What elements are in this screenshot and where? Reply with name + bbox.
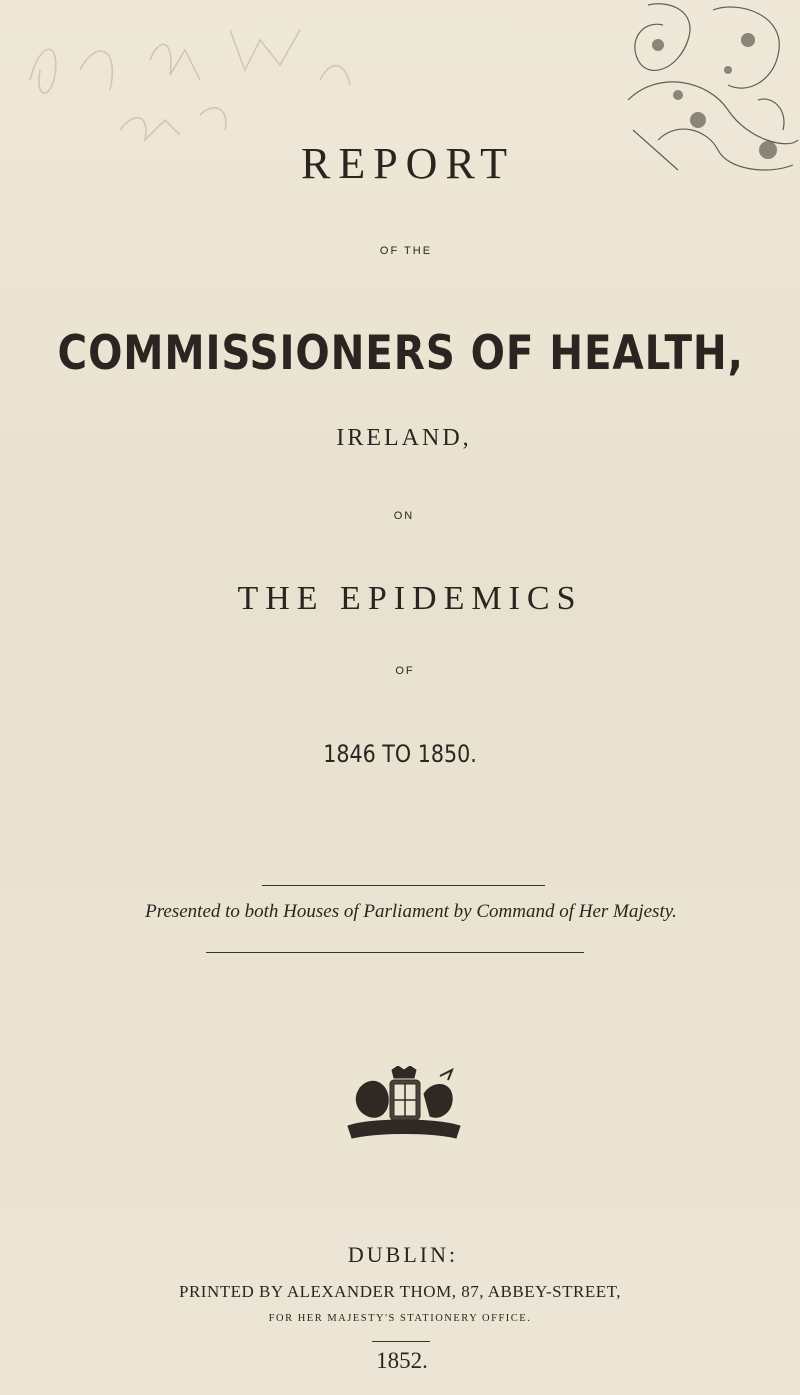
ireland-label: IRELAND, [336, 425, 472, 451]
printer-line: PRINTED BY ALEXANDER THOM, 87, ABBEY-STREET, [179, 1282, 621, 1301]
lower-rule [206, 952, 584, 953]
upper-rule [262, 885, 545, 886]
presented-line: Presented to both Houses of Parliament by Command of Her Majesty. [145, 901, 677, 922]
on-label: ON [393, 510, 415, 522]
commissioners-title: COMMISSIONERS OF HEALTH, [57, 326, 744, 381]
dublin-label: DUBLIN: [347, 1242, 459, 1267]
epidemics-title: THE EPIDEMICS [237, 580, 583, 617]
publication-year: 1852. [376, 1348, 428, 1373]
year-rule [372, 1341, 430, 1342]
royal-arms-icon [340, 1066, 468, 1144]
of-label: OF [395, 665, 415, 677]
of-the-label: OF THE [379, 245, 433, 257]
report-heading: REPORT [300, 139, 516, 188]
years-title: 1846 TO 1850. [323, 740, 477, 768]
stationery-line: FOR HER MAJESTY'S STATIONERY OFFICE. [268, 1313, 532, 1324]
